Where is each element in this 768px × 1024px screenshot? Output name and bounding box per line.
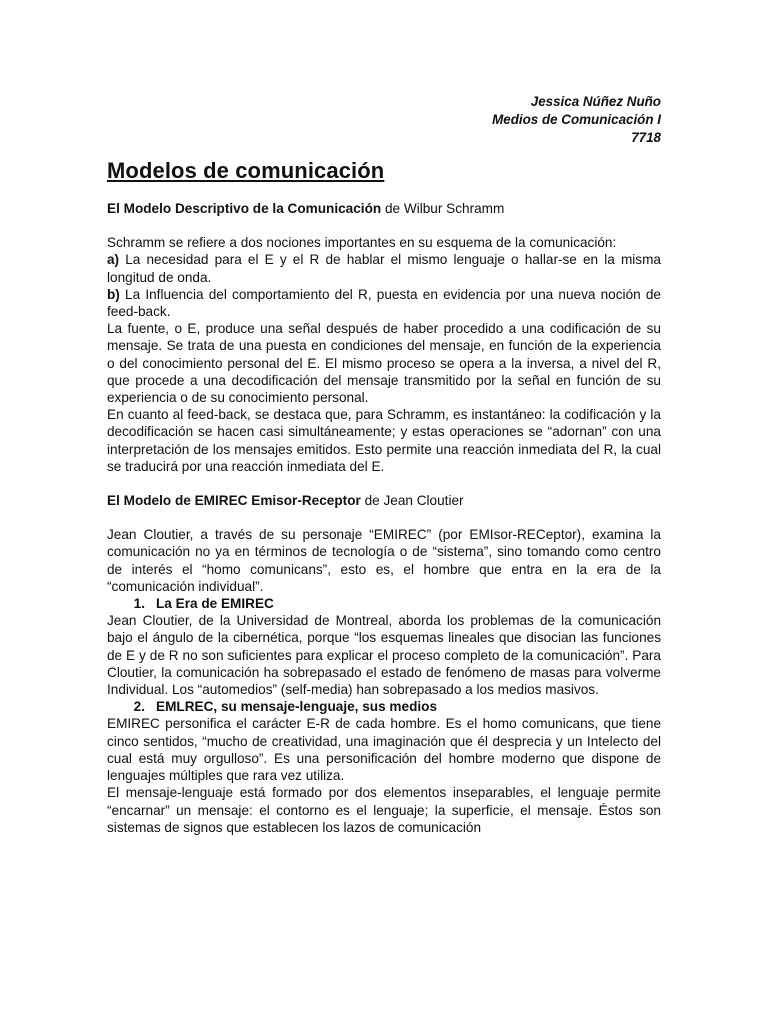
section2-paragraph-4: El mensaje-lenguaje está formado por dos elementos inseparables, el lenguaje permite “encarnar” un mensaje: el contorno es el lenguaje; la superficie, el mensaje. Éstos son sistemas de signos que establecen los lazos de comunicación [107, 785, 661, 835]
page-title: Modelos de comunicación [107, 158, 385, 183]
list-item-2-title: EMLREC, su mensaje-lenguaje, sus medios [156, 699, 438, 715]
list-item-1-title: La Era de EMIREC [156, 596, 274, 612]
document-page [107, 93, 661, 836]
section1-paragraph-1: La fuente, o E, produce una señal después de haber procedido a una codificación de su mensaje. Se trata de una puesta en condiciones del mensaje, en función de la experiencia o del conocimiento personal del E. El mismo proceso se opera a la inversa, a nivel del R, que procede a una decodificación del mensaje transmitido por la señal en función de su experiencia o de su conocimiento personal. [107, 321, 661, 406]
section2-heading-rest: de Jean Cloutier [360, 493, 464, 509]
list-item-1 [107, 595, 661, 612]
list-item-2 [107, 698, 661, 715]
section2-paragraph-3: EMIREC personifica el carácter E-R de cada hombre. Es el homo comunicans, que tiene cinco sentidos, “mucho de creatividad, una imaginación que él desprecia y un Intelecto del cual está muy orgulloso”. Es una personificación del hombre moderno que dispone de lenguajes múltiples que rara vez utiliza. [107, 716, 661, 784]
section2-heading [107, 492, 661, 509]
list-item-1-number: 1. [133, 596, 145, 612]
section2-paragraph-2: Jean Cloutier, de la Universidad de Montreal, aborda los problemas de la comunicación bajo el ángulo de la cibernética, porque “los esquemas lineales que disocian las funciones de E y de R no son suficientes para explicar el proceso completo de la comunicación”. Para Cloutier, la comunicación ha sobrepasado el estado de fenómeno de masas para volverme Individual. Los “automedios” (self-media) han sobrepasado a los medios masivos. [107, 613, 661, 698]
section1-heading-bold: El Modelo Descriptivo de la Comunicación [107, 201, 382, 216]
section1-point-a [107, 251, 661, 285]
point-b-label: b) [107, 286, 120, 302]
point-b-text: La Influencia del comportamiento del R, puesta en evidencia por una nueva noción de feed-back. [107, 286, 661, 320]
section1-paragraph-2: En cuanto al feed-back, se destaca que, para Schramm, es instantáneo: la codificación y la decodificación se hacen casi simultáneamente; y estas operaciones se “adornan” con una interpretación de los mensajes emitidos. Esto permite una reacción inmediata del R, la cual se traducirá por una reacción inmediata del E. [107, 407, 661, 474]
section2-paragraph-1: Jean Cloutier, a través de su personaje “EMIREC” (por EMIsor-RECeptor), examina la comunicación no ya en términos de tecnología o de “sistema”, sino tomando como centro de interés el “homo comunicans”, esto es, el hombre que entra en la era de la “comunicación individual”. [107, 527, 661, 594]
list-item-2-number: 2. [133, 699, 145, 715]
section1-point-b [107, 286, 661, 320]
course-name: Medios de Comunicación I [492, 112, 661, 127]
section1-intro: Schramm se refiere a dos nociones importantes en su esquema de la comunicación: [107, 235, 617, 251]
author-name: Jessica Núñez Nuño [530, 94, 661, 109]
section1-heading-rest: de Wilbur Schramm [381, 201, 505, 216]
student-number: 7718 [631, 130, 661, 145]
point-a-text: La necesidad para el E y el R de hablar el mismo lenguaje o hallar-se en la misma longitud de onda. [107, 252, 661, 285]
point-a-label: a) [107, 252, 120, 268]
section1-heading [107, 200, 661, 217]
section2-heading-bold: El Modelo de EMIREC Emisor-Receptor [107, 493, 361, 509]
document-header [107, 93, 661, 147]
